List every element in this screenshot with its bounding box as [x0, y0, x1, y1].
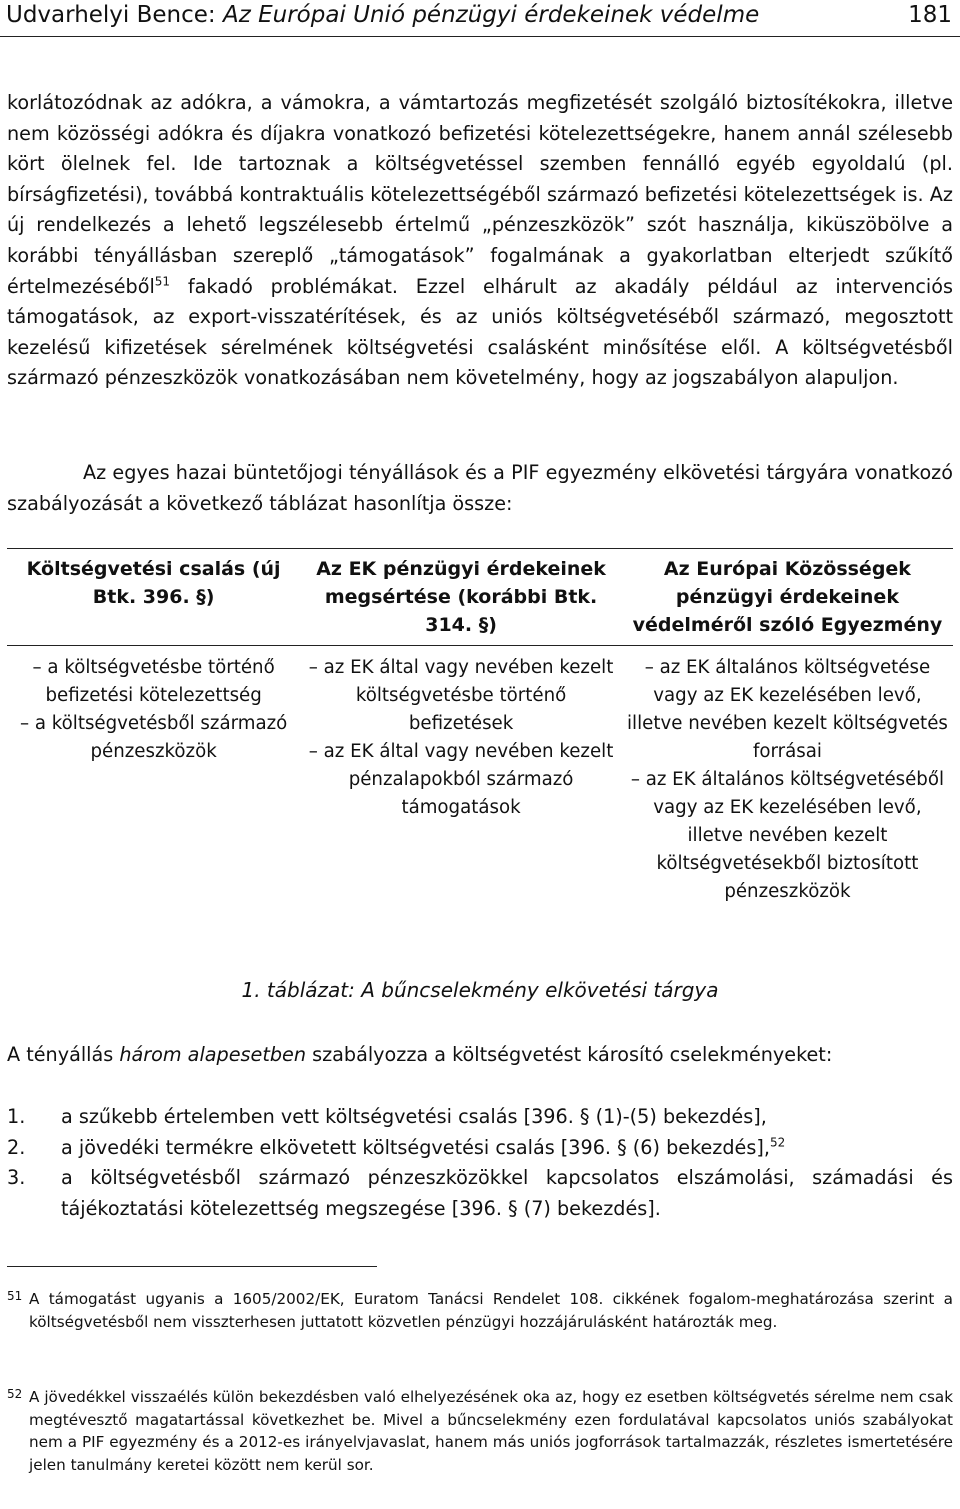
paragraph-intro-text-a: korlátozódnak az adókra, a vámokra, a vámtartozás megfizetését szolgáló biztosítékokra, illetve nem közösségi adókra és díjakra vonatkozó befizetési kötelezettségekre, hanem annál szélesebb kört ölelnek fel. Ide tartoznak a költségvetéssel szemben fennálló egyéb egyoldalú (pl. bírságfizetési), továbbá kontraktuális kötelezettségéből származó befizetési kötelezettségek is. Az új rendelkezés a lehető legszélesebb értelmű „pénzeszközök” szót használja, kiküszöbölve a korábbi tényállásban szereplő „támogatások” fogalmának a gyakorlatban elterjedt szűkítő értelmezéséből	[7, 91, 953, 298]
table-cell	[300, 646, 622, 907]
case-list	[7, 1102, 953, 1224]
list-item-number: 1.	[7, 1105, 26, 1128]
paragraph-table-intro: Az egyes hazai büntetőjogi tényállások és a PIF egyezmény elkövetési tárgyára vonatkozó szabályozását a következő táblázat hasonlítja össze:	[7, 461, 953, 515]
header-title: Az Európai Unió pénzügyi érdekeinek védelme	[223, 2, 760, 28]
paragraph-intro	[7, 88, 953, 394]
table-item: – az EK általános költségvetése vagy az EK kezelésében levő, illetve nevében kezelt költségvetés forrásai	[627, 657, 948, 762]
footnote-52	[7, 1386, 953, 1476]
list-item-body: a költségvetésből származó pénzeszközökkel kapcsolatos elszámolási, számadási és tájékoztatási kötelezettség megszegése [396. § (7) bekezdés].	[61, 1166, 953, 1220]
table-item: – az EK által vagy nevében kezelt költségvetésbe történő befizetések	[308, 657, 614, 734]
table-header-row	[7, 549, 953, 646]
paragraph-cases-emphasis: három alapesetben	[119, 1043, 306, 1066]
footnote-51	[7, 1288, 953, 1333]
footnote-number: 52	[7, 1387, 23, 1401]
list-item	[7, 1133, 953, 1164]
list-item-text	[61, 1102, 953, 1133]
list-item	[7, 1163, 953, 1224]
table-row	[7, 646, 953, 907]
list-item-text	[61, 1133, 953, 1164]
list-item-text	[61, 1163, 953, 1224]
comparison-table	[7, 548, 953, 906]
footnote-text: A támogatást ugyanis a 1605/2002/EK, Euratom Tanácsi Rendelet 108. cikkének fogalom-meghatározása szerint a költségvetésből nem visszterhesen juttatott közvetlen pénzügyi hozzájárulásként határozták meg.	[29, 1290, 953, 1331]
footnote-ref-51[interactable]: 51	[154, 274, 171, 289]
table-item: – az EK által vagy nevében kezelt pénzalapokból származó támogatások	[308, 741, 614, 818]
list-item-body: a szűkebb értelemben vett költségvetési csalás [396. § (1)-(5) bekezdés],	[61, 1105, 767, 1128]
header-left	[6, 2, 759, 28]
list-item-body: a jövedéki termékre elkövetett költségvetési csalás [396. § (6) bekezdés],	[61, 1135, 770, 1159]
table-item: – a költségvetésből származó pénzeszközök	[19, 713, 288, 762]
paragraph-intro-text-b: fakadó problémákat. Ezzel elhárult az akadály például az intervenciós támogatások, az export-visszatérítések, és az uniós költségvetéséből származó, megosztott kezelésű kifizetések sérelmének költségvetési csalásként minősítése elől. A költségvetésből származó pénzeszközök vonatkozásában nem követelmény, hogy az jogszabályon alapuljon.	[7, 274, 953, 390]
page-number: 181	[908, 2, 952, 28]
paragraph-cases	[7, 1040, 953, 1071]
table-cell	[622, 646, 953, 907]
table-header-cell: Az EK pénzügyi érdekeinek megsértése (korábbi Btk. 314. §)	[300, 549, 622, 646]
paragraph-cases-text-a: A tényállás	[7, 1043, 120, 1066]
header-rule	[0, 36, 960, 37]
table-header-cell: Az Európai Közösségek pénzügyi érdekeinek védelméről szóló Egyezmény	[622, 549, 953, 646]
table-item: – a költségvetésbe történő befizetési kötelezettség	[32, 657, 275, 706]
footnote-ref-52[interactable]: 52	[769, 1135, 786, 1150]
footnote-rule	[7, 1266, 377, 1267]
list-item-number: 3.	[7, 1166, 26, 1190]
table-caption: 1. táblázat: A bűncselekmény elkövetési tárgya	[241, 978, 719, 1002]
running-header	[6, 0, 952, 30]
footnote-text: A jövedékkel visszaélés külön bekezdésben való elhelyezésének oka az, hogy ez esetben költségvetés sérelme nem csak megtévesztő magatartással következhet be. Mivel a bűncselekmény ezen fordulatával kapcsolatos uniós szabályokat nem a PIF egyezmény és a 2012-es irányelvjavaslat, hanem más uniós jogforrások tartalmazzák, részletes ismertetésére jelen tanulmány keretei között nem kerül sor.	[29, 1388, 953, 1474]
list-item	[7, 1102, 953, 1133]
table-cell	[7, 646, 300, 907]
footnote-number: 51	[7, 1289, 23, 1303]
list-item-number: 2.	[7, 1135, 26, 1159]
paragraph-cases-text-b: szabályozza a költségvetést károsító cselekményeket:	[305, 1043, 833, 1066]
header-author: Udvarhelyi Bence:	[6, 2, 216, 28]
table-item: – az EK általános költségvetéséből vagy az EK kezelésében levő, illetve nevében kezelt költségvetésekből biztosított pénzeszközök	[630, 769, 945, 902]
table-header-cell: Költségvetési csalás (új Btk. 396. §)	[7, 549, 300, 646]
